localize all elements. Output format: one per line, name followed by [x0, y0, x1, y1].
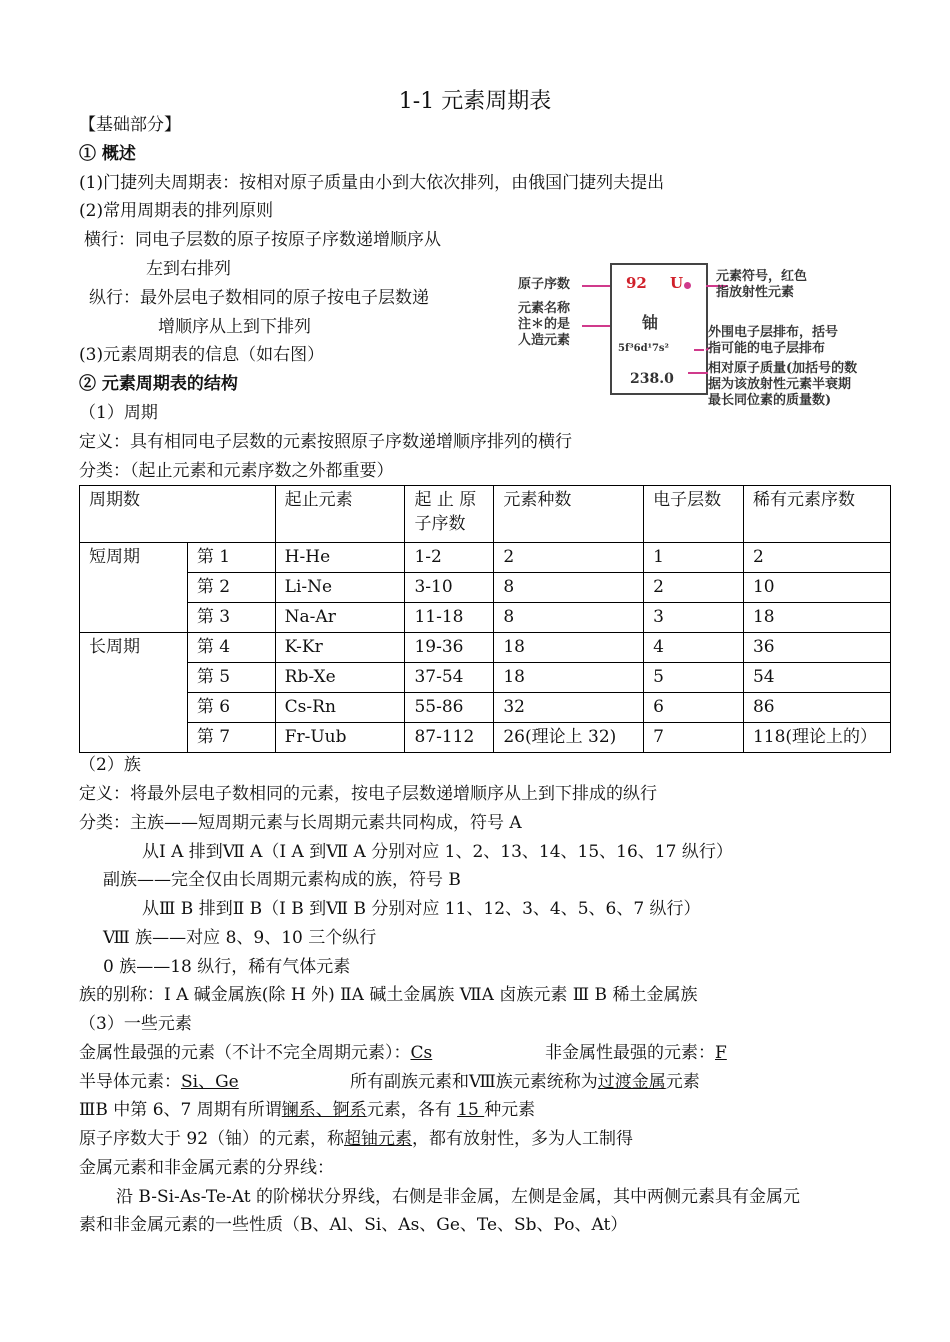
group-definition: 定义：将最外层电子数相同的元素，按电子层数递增顺序从上到下排成的纵行 [79, 784, 657, 804]
label-artificial-note-2: 人造元素 [518, 333, 571, 348]
header-noble: 稀有元素序数 [743, 486, 890, 543]
table-cell: 18 [494, 663, 644, 693]
table-row [80, 723, 891, 753]
table-cell: Fr-Uub [275, 723, 405, 753]
table-cell: Li-Ne [275, 573, 405, 603]
electron-config: 5f³6d¹7s² [618, 343, 669, 354]
sub-group: 副族——完全仅由长周期元素构成的族，符号 B [103, 870, 461, 890]
subheading-period: （1）周期 [79, 403, 158, 423]
page-title: 1-1 元素周期表 [398, 89, 552, 114]
period-definition: 定义：具有相同电子层数的元素按照原子序数递增顺序排列的横行 [79, 432, 572, 452]
text-span: 金属性最强的元素（不计不完全周期元素）： [79, 1043, 411, 1063]
table-cell: 3 [644, 603, 744, 633]
boundary-text-cont: 素和非金属元素的一些性质（B、Al、Si、As、Ge、Te、Sb、Po、At） [79, 1215, 628, 1235]
table-cell: 11-18 [405, 603, 494, 633]
table-cell: 4 [644, 633, 744, 663]
answer-count: 15 [457, 1100, 485, 1120]
main-group-range: 从Ⅰ A 排到Ⅶ A（Ⅰ A 到Ⅶ A 分别对应 1、2、13、14、15、16、17 纵行） [142, 842, 733, 862]
period-classification: 分类：（起止元素和元素序数之外都重要） [79, 461, 394, 481]
table-cell: Cs-Rn [275, 693, 405, 723]
table-cell: 2 [743, 543, 890, 573]
para-rows: 横行：同电子层数的原子按原子序数递增顺序从 [84, 230, 441, 250]
text-span: ，都有放射性，多为人工制得 [412, 1129, 634, 1149]
table-cell: 5 [644, 663, 744, 693]
boundary-text: 沿 B-Si-As-Te-At 的阶梯状分界线，右侧是非金属，左侧是金属，其中两侧元素具有金属元 [116, 1187, 800, 1207]
table-cell: 第 1 [187, 543, 275, 573]
heading-overview: ① 概述 [79, 144, 136, 164]
label-artificial-note: 注＊的是 [518, 317, 571, 332]
metal-strongest [79, 1041, 432, 1065]
table-row [80, 573, 891, 603]
table-cell: 19-36 [405, 633, 494, 663]
table-cell: 36 [743, 633, 890, 663]
transition-metal [350, 1070, 700, 1094]
table-cell: 26(理论上 32) [494, 723, 644, 753]
section-basic: 【基础部分】 [79, 115, 181, 135]
table-cell: 第 6 [187, 693, 275, 723]
label-symbol-2: 指放射性元素 [716, 285, 795, 300]
table-cell: 37-54 [405, 663, 494, 693]
subheading-elements: （3）一些元素 [79, 1014, 192, 1034]
answer-transuranium: 超铀元素 [344, 1129, 413, 1149]
text-span: 原子序数大于 92（铀）的元素，称 [79, 1129, 345, 1149]
text-span: 所有副族元素和Ⅷ族元素统称为 [350, 1072, 598, 1092]
group-short: 短周期 [80, 543, 188, 633]
table-cell: 第 5 [187, 663, 275, 693]
answer-f: F [715, 1043, 727, 1063]
table-row [80, 633, 891, 663]
label-mass-2: 据为该放射性元素半衰期 [708, 377, 852, 392]
label-config: 外围电子层排布，括号 [708, 325, 839, 340]
answer-series: 镧系、锕系 [281, 1100, 367, 1120]
text-span: 半导体元素： [79, 1072, 181, 1092]
table-cell: 第 2 [187, 573, 275, 603]
table-header [80, 486, 891, 543]
header-period: 周期数 [80, 486, 276, 543]
label-element-name: 元素名称 [518, 301, 571, 316]
header-range: 起 止 原子序数 [405, 486, 494, 543]
para-rows-cont: 左到右排列 [146, 259, 231, 279]
header-shells: 电子层数 [644, 486, 744, 543]
boundary-heading: 金属元素和非金属元素的分界线： [79, 1158, 334, 1178]
label-atomic-number: 原子序数 [518, 277, 571, 292]
label-config-2: 指可能的电子层排布 [708, 341, 826, 356]
para-columns: 纵行：最外层电子数相同的原子按电子层数递 [89, 288, 429, 308]
group-viii: Ⅷ 族——对应 8、9、10 三个纵行 [103, 928, 377, 948]
element-cell [610, 263, 708, 395]
table-row [80, 693, 891, 723]
table-cell: 55-86 [405, 693, 494, 723]
element-symbol: U [670, 274, 684, 292]
element-info-diagram [518, 259, 888, 419]
table-cell: 118(理论上的） [743, 723, 890, 753]
table-cell: K-Kr [275, 633, 405, 663]
text-span: ⅢB 中第 6、7 周期有所谓 [79, 1100, 282, 1120]
header-count: 元素种数 [494, 486, 644, 543]
element-name: 铀 [642, 313, 659, 332]
table-cell: 86 [743, 693, 890, 723]
table-cell: H-He [275, 543, 405, 573]
table-cell: 6 [644, 693, 744, 723]
sub-group-range: 从Ⅲ B 排到Ⅱ B（Ⅰ B 到Ⅶ B 分别对应 11、12、3、4、5、6、7 纵行） [142, 899, 701, 919]
table-cell: 87-112 [405, 723, 494, 753]
para-principles: (2)常用周期表的排列原则 [79, 201, 274, 221]
label-mass: 相对原子质量(加括号的数 [708, 361, 858, 376]
heading-structure: ② 元素周期表的结构 [79, 374, 238, 394]
lanthanide-actinide [79, 1098, 535, 1122]
para-columns-cont: 增顺序从上到下排列 [158, 317, 311, 337]
answer-si-ge: Si、Ge [181, 1072, 239, 1092]
table-row [80, 603, 891, 633]
table-cell: 32 [494, 693, 644, 723]
table-cell: 3-10 [405, 573, 494, 603]
text-span: 元素，各有 [366, 1100, 458, 1120]
table-cell: Rb-Xe [275, 663, 405, 693]
answer-transition: 过渡金属 [597, 1072, 666, 1092]
table-cell: 第 3 [187, 603, 275, 633]
label-mass-3: 最长同位素的质量数) [708, 393, 832, 408]
table-cell: 18 [743, 603, 890, 633]
table-cell: 2 [494, 543, 644, 573]
table-cell: 10 [743, 573, 890, 603]
text-span: 元素 [665, 1072, 700, 1092]
label-symbol: 元素符号，红色 [716, 269, 808, 284]
table-cell: 18 [494, 633, 644, 663]
text-span: 非金属性最强的元素： [545, 1043, 715, 1063]
table-cell: 8 [494, 603, 644, 633]
table-cell: 第 4 [187, 633, 275, 663]
para-mendeleev: (1)门捷列夫周期表：按相对原子质量由小到大依次排列，由俄国门捷列夫提出 [79, 173, 665, 193]
table-cell: 2 [644, 573, 744, 603]
table-cell: 8 [494, 573, 644, 603]
table-cell: 1 [644, 543, 744, 573]
subheading-group: （2）族 [79, 755, 141, 775]
table-cell: 54 [743, 663, 890, 693]
atomic-mass: 238.0 [630, 371, 674, 387]
para-info: (3)元素周期表的信息（如右图） [79, 345, 325, 365]
atomic-number: 92 [626, 274, 647, 292]
table-cell: Na-Ar [275, 603, 405, 633]
table-cell: 7 [644, 723, 744, 753]
table-cell: 第 7 [187, 723, 275, 753]
group-zero: 0 族——18 纵行，稀有气体元素 [103, 957, 351, 977]
period-table [79, 485, 891, 753]
table-row [80, 663, 891, 693]
table-row [80, 543, 891, 573]
group-alias: 族的别称：Ⅰ A 碱金属族(除 H 外) ⅡA 碱土金属族 ⅦA 卤族元素 Ⅲ B 稀土金属族 [79, 985, 698, 1005]
nonmetal-strongest [545, 1041, 727, 1065]
semiconductor [79, 1070, 239, 1094]
answer-cs: Cs [410, 1043, 433, 1063]
header-elements: 起止元素 [275, 486, 405, 543]
table-cell: 1-2 [405, 543, 494, 573]
transuranium [79, 1127, 633, 1151]
group-long: 长周期 [80, 633, 188, 753]
text-span: 种元素 [484, 1100, 536, 1120]
main-group: 分类：主族——短周期元素与长周期元素共同构成，符号 A [79, 813, 522, 833]
